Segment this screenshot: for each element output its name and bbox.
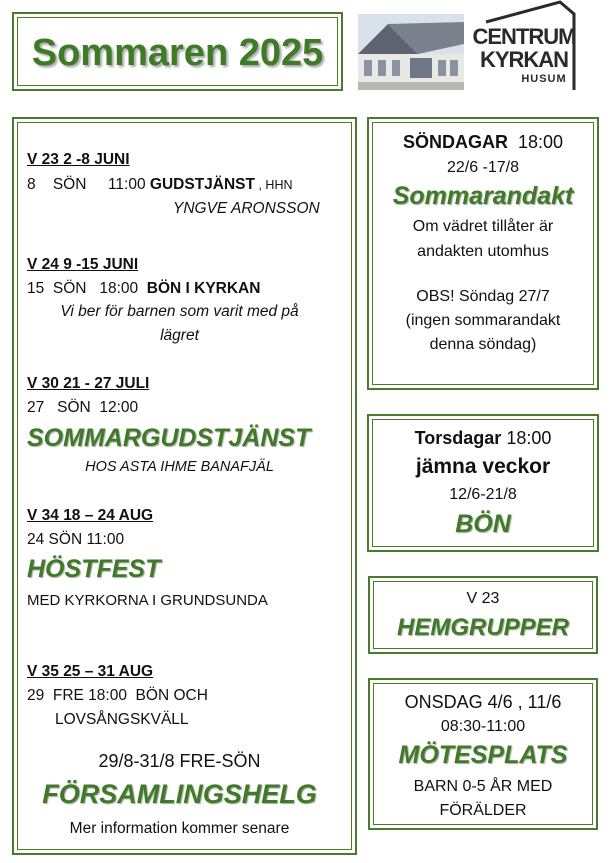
church-photo xyxy=(358,14,464,90)
schedule-box xyxy=(12,117,357,855)
sondagar-dates: 22/6 -17/8 xyxy=(446,159,520,176)
logo-line-3: HUSUM xyxy=(521,73,567,85)
week-23-heading: V 23 2 -8 JUNI xyxy=(27,151,130,168)
sondagar-obs-1: OBS! Söndag 27/7 xyxy=(416,288,550,305)
week-35-line-2: LOVSÅNGSKVÄLL xyxy=(55,711,189,728)
sondagar-obs-3: denna söndag) xyxy=(429,336,537,353)
helg-event: FÖRSAMLINGSHELG xyxy=(42,779,317,809)
centrumkyrkan-logo xyxy=(468,0,580,93)
week-30-note: HOS ASTA IHME BANAFJÄL xyxy=(85,459,274,475)
week-24-event: BÖN I KYRKAN xyxy=(146,280,261,297)
logo-line-2: KYRKAN xyxy=(479,47,569,72)
sondagar-note-1: Om vädret tillåter är xyxy=(412,218,554,235)
week-30-heading: V 30 21 - 27 JULI xyxy=(27,375,150,392)
torsdagar-event: BÖN xyxy=(455,510,511,538)
onsdag-note-2: FÖRÄLDER xyxy=(439,802,527,819)
page-title: Sommaren 2025 xyxy=(31,32,324,74)
week-24-time: 15 SÖN 18:00 xyxy=(27,280,147,297)
week-24-heading: V 24 9 -15 JUNI xyxy=(27,256,139,273)
week-30-event: SOMMARGUDSTJÄNST xyxy=(27,424,311,452)
sondagar-heading xyxy=(369,132,597,153)
week-24-note-1: Vi ber för barnen som varit med på xyxy=(60,303,299,320)
helg-note: Mer information kommer senare xyxy=(69,820,290,837)
torsdagar-time: 18:00 xyxy=(501,428,552,448)
week-23-event: GUDSTJÄNST xyxy=(149,176,255,193)
week-24-note-2: lägret xyxy=(160,327,199,344)
sondagar-note-2: andakten utomhus xyxy=(417,243,549,260)
hemgrupper-box xyxy=(368,576,598,654)
onsdag-note-1: BARN 0-5 ÅR MED xyxy=(413,778,553,795)
onsdag-box xyxy=(368,678,598,830)
sondagar-event: Sommarandakt xyxy=(392,182,574,210)
torsdagar-heading xyxy=(369,428,597,449)
week-23-extra: , HHN xyxy=(255,178,293,192)
sondagar-obs-2: (ingen sommarandakt xyxy=(405,312,561,329)
sondagar-time: 18:00 xyxy=(507,132,564,152)
week-34-heading: V 34 18 – 24 AUG xyxy=(27,507,154,524)
torsdagar-heading-label: Torsdagar xyxy=(414,428,502,448)
helg-dates: 29/8-31/8 FRE-SÖN xyxy=(98,751,261,771)
hemgrupper-week: V 23 xyxy=(466,590,500,607)
week-23-line xyxy=(27,176,293,194)
week-34-event: HÖSTFEST xyxy=(27,555,161,583)
onsdag-time: 08:30-11:00 xyxy=(440,718,526,735)
sondagar-heading-label: SÖNDAGAR xyxy=(402,132,508,152)
sondagar-box xyxy=(367,117,599,390)
week-34-note: MED KYRKORNA I GRUNDSUNDA xyxy=(27,592,268,609)
onsdag-days: ONSDAG 4/6 , 11/6 xyxy=(404,692,562,712)
week-34-line: 24 SÖN 11:00 xyxy=(27,531,125,548)
week-30-line: 27 SÖN 12:00 xyxy=(27,399,139,416)
week-35-line: 29 FRE 18:00 BÖN OCH xyxy=(27,687,208,704)
hemgrupper-event: HEMGRUPPER xyxy=(396,614,570,641)
onsdag-event: MÖTESPLATS xyxy=(398,741,568,769)
title-box xyxy=(12,12,343,91)
logo-line-1: CENTRUM xyxy=(472,24,576,49)
church-photo-graphic xyxy=(358,14,464,90)
torsdagar-dates: 12/6-21/8 xyxy=(449,486,517,503)
week-35-heading: V 35 25 – 31 AUG xyxy=(27,663,154,680)
week-24-line xyxy=(27,280,260,298)
week-23-time: 8 SÖN 11:00 xyxy=(27,176,150,193)
torsdagar-sub: jämna veckor xyxy=(415,455,551,478)
week-23-leader: YNGVE ARONSSON xyxy=(173,200,320,217)
torsdagar-box xyxy=(367,414,599,552)
